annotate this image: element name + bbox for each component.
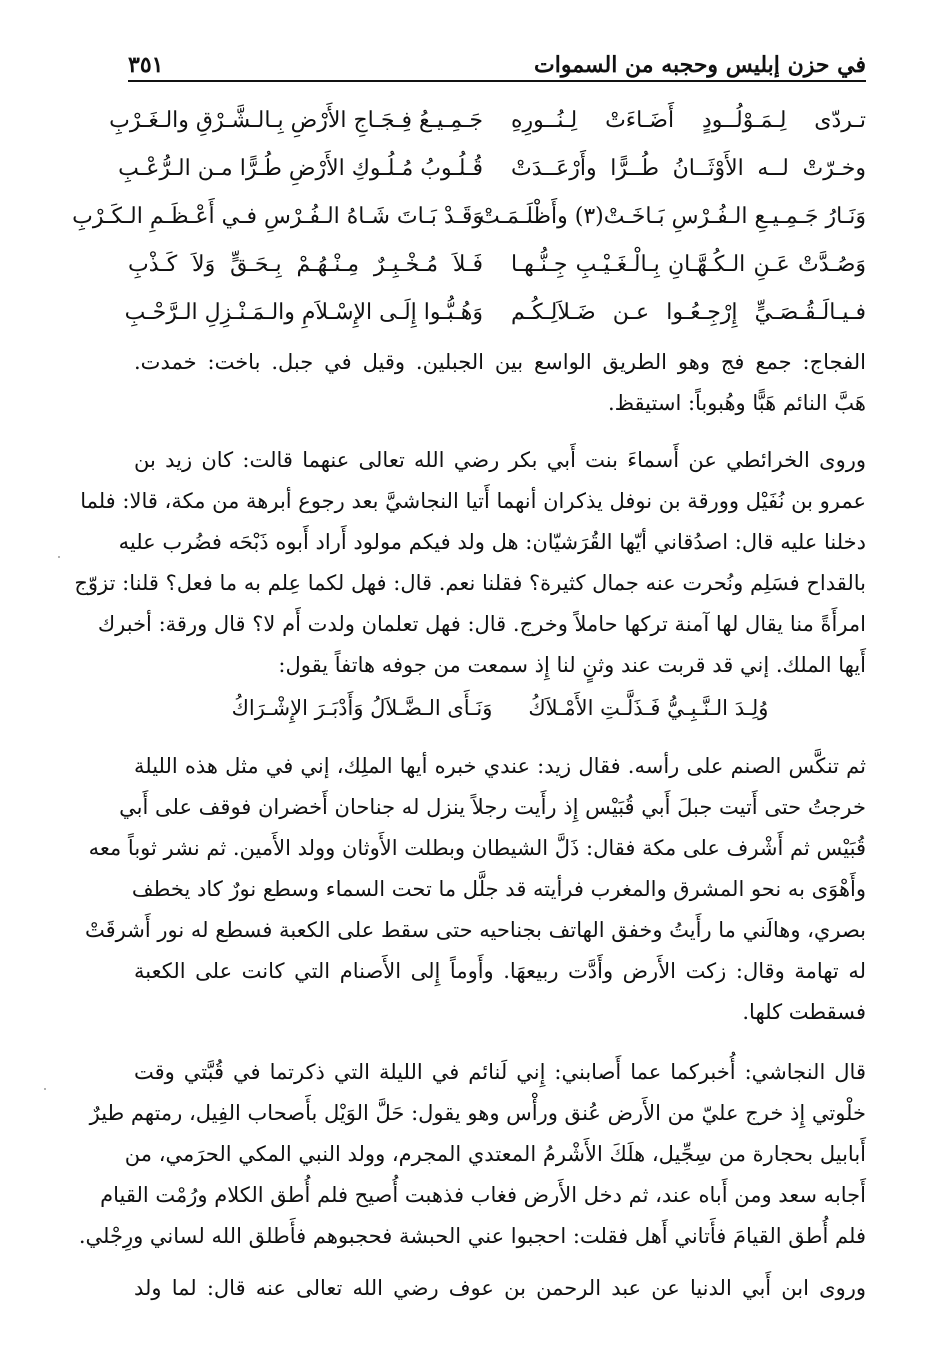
text-line: خلْوتي إِذ خرج عليّ من الأَرض عُنق ورأْس وهو يقول: حَلَّ الوَيْل بأَصحاب الفِيل، رمتهم طيرٌ — [89, 1101, 866, 1125]
text-line: أَيها الملك. إني قد قربت عند وثنٍ لنا إِذ سمعت من جوفه هاتفاً يقول: — [278, 653, 866, 677]
verse-second-hemistich: جَـمِـيـعُ فِـجَـاجِ الأَرْضِ بِـالـشَّـرْقِ والـغَـرْبِ — [109, 107, 483, 133]
verse-3 — [72, 192, 866, 240]
poem-block — [72, 96, 866, 336]
verse-second-hemistich: وَهُـبُّـوا إِلَـى الإِسْـلاَمِ والـمَـنْـزِلِ الـرَّحْـبِ — [124, 299, 483, 325]
text-line: قُبَيْس ثم أَشْرف على مكة فقال: ذَلَّ الشيطان وبطلت الأَوثان وولد الأَمين. ثم نشر ثوباً معه — [88, 836, 866, 860]
verse-first-hemistich: فـيـالَـقُـصَـيٍّ إِرْجِـعُـوا عـن ضَـلاَلِـكُـم — [511, 299, 866, 325]
text-line: أَجابه سعد ومن أَباه عند، ثم دخل الأَرض فغاب فذهبت أُصيح فلم أُطق الكلام ورُمْت القيام — [100, 1183, 866, 1207]
verse-5 — [124, 288, 866, 336]
scan-speck — [44, 1088, 46, 1090]
verse-2 — [118, 144, 866, 192]
text-line: عمرو بن نُفَيْل وورقة بن نوفل يذكران أنهما أَتيا النجاشيَّ بعد رجوع أبرهة من مكة، قالا: فلما — [80, 489, 866, 513]
paragraph-4 — [134, 1268, 866, 1309]
scan-speck — [58, 556, 60, 558]
page-number: ٣٥١ — [128, 52, 164, 78]
verse-first-hemistich: وخـرّتْ لــه الأَوْثَــانُ طُــرًّا وأَرْعَــدَتْ — [511, 155, 866, 181]
text-line: امرأَةً منا يقال لها آمنة تركها حاملاً وخرج. قال: فهل تعلمان ولدت أَم لا؟ قال ورقة: أخبرك — [97, 612, 866, 636]
running-title: في حزن إبليس وحجبه من السموات — [534, 52, 866, 78]
text-line: أَبابيل بحجارة من سِجِّيل، هلَكَ الأَشْرمُ المعتدي المجرم، وولد النبي المكي الحرَمي، من — [124, 1142, 866, 1166]
text-line: بالقداح فسَلِم ونُحرت عنه جمال كثيرة؟ فقلنا نعم. قال: فهل لكما عِلم به ما فعل؟ قلنا: تزوّج — [74, 571, 866, 595]
verse-first-hemistich: وَنَـارُ جَـمِـيـعِ الـفُـرْسِ بَـاخَـتْ(٣) وأَظْلَـمَـتْ — [479, 203, 866, 229]
text-line: له تهامة وقال: زكت الأَرض وأَدَّت ربيعهَا. وأَوماً إِلى الأَصنام التي كانت على الكعبة — [134, 959, 866, 983]
verse-second-hemistich: قُـلُـوبُ مُـلُـوكِ الأَرْضِ طُـرًّا مـن الـرُّعْـبِ — [118, 155, 483, 181]
verse-first-hemistich: تـردّى لِـمَـوْلُــودٍ أَضَـاءَتْ لِـنُــورِهِ — [511, 107, 866, 133]
page-header — [128, 38, 866, 78]
text-line: قال النجاشي: أُخبركما عما أَصابني: إِني لَنائم في الليلة التي ذكرتما في قُبَّتي وقت — [134, 1060, 866, 1084]
paragraph-3 — [78, 1052, 866, 1257]
paragraph-1 — [74, 440, 866, 686]
verse-4 — [128, 240, 866, 288]
text-line: بصري، وهالَني ما رأَيتُ وخفق الهاتف بجناحيه حتى سقط على الكعبة فسطع له نور أَشرقَتْ — [85, 918, 866, 942]
verse-first-hemistich: وَصُـدَّتْ عَـنِ الـكُـهَّـانِ بِـالْـغَـيْـبِ جِـنُّـهـا — [511, 251, 866, 277]
verse-second-hemistich: فَـلاَ مُـخْـبِـرٌ مِـنْـهُـمْ بِـحَـقٍّ وَلاَ كَـذْبِ — [128, 251, 483, 277]
paragraph-2 — [85, 746, 866, 1033]
verse-first-hemistich: وُلِـدَ الـنَّـبِـيُّ فَـذَلَّـتِ الأَمْـلاَكُ — [528, 696, 769, 720]
text-line: فسقطت كلها. — [742, 1000, 866, 1024]
gloss-block — [134, 342, 866, 424]
text-line: وروى ابن أَبي الدنيا عن عبد الرحمن بن عوف رضي الله تعالى عنه قال: لما ولد — [134, 1276, 866, 1300]
inline-verse — [134, 688, 866, 729]
text-line: فلم أُطق القيامَ فأَتاني أَهل فقلت: احجبوا عني الحبشة فحجبوهم فأَطلق الله لساني ورِجْلي. — [78, 1224, 866, 1248]
verse-second-hemistich: وَنَـأَى الـضَّـلاَلُ وَأَدْبَـرَ الإِشْـرَاكُ — [231, 696, 493, 720]
text-line: خرجتُ حتى أَتيت جبلَ أَبي قُبَيْس إِذ رأَيت رجلاً ينزل له جناحان أَخضران فوقف على أَبي — [119, 795, 866, 819]
text-line: وأَهْوَى به نحو المشرق والمغرب فرأيته قد جلَّل ما تحت السماء وسطع نورٌ كاد يخطف — [131, 877, 866, 901]
text-line: ثم تنكَّس الصنم على رأسه. فقال زيد: عندي خبره أيها الملِك، إني في مثل هذه الليلة — [134, 754, 866, 778]
gloss-line: الفجاج: جمع فج وهو الطريق الواسع بين الجبلين. وقيل في جبل. باخت: خمدت. — [134, 350, 866, 374]
verse-second-hemistich: وَقَـدْ بَـاتَ شَـاهُ الـفُـرْسِ فـي أَعْـظَـمِ الـكَـرْبِ — [72, 203, 483, 229]
text-line: وروى الخرائطي عن أَسماءَ بنت أَبي بكر رضي الله تعالى عنهما قالت: كان زيد بن — [134, 448, 866, 472]
header-rule — [128, 80, 866, 82]
gloss-line: هَبَّ النائم هَبًّا وهُبوباً: استيقظ. — [607, 391, 866, 415]
verse-1 — [109, 96, 866, 144]
text-line: دخلنا عليه قال: اصدُقاني أيّها القُرَشيّان: هل ولد فيكم مولود أَراد أَبوه ذَبْحَه فضُرب عليه — [118, 530, 866, 554]
